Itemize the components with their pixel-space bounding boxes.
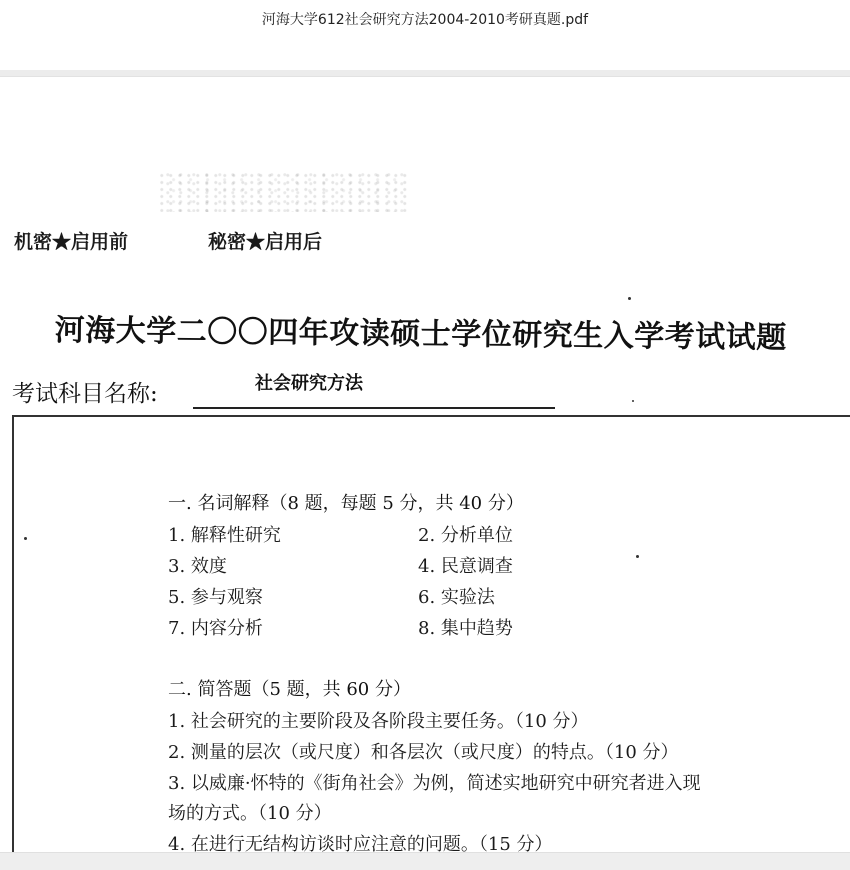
toolbar-divider <box>0 70 850 77</box>
section-title-short-answer: 二. 简答题（5 题，共 60 分） <box>168 679 411 700</box>
term-item: 1. 解释性研究 <box>168 525 281 546</box>
question-line: 3. 以威廉·怀特的《街角社会》为例，简述实地研究中研究者进入现 <box>168 773 701 794</box>
term-item: 2. 分析单位 <box>418 525 513 546</box>
subject-label: 考试科目名称: <box>12 381 158 407</box>
scan-noise <box>160 172 410 212</box>
document-title: 河海大学612社会研究方法2004-2010考研真题.pdf <box>261 12 589 28</box>
exam-title: 河海大学二〇〇四年攻读硕士学位研究生入学考试试题 <box>54 312 787 356</box>
term-item: 6. 实验法 <box>418 587 495 608</box>
subject-value: 社会研究方法 <box>255 373 363 394</box>
question-line: 2. 测量的层次（或尺度）和各层次（或尺度）的特点。（10 分） <box>168 742 679 763</box>
term-item: 3. 效度 <box>168 556 227 577</box>
bottom-scroll-area[interactable] <box>0 852 850 870</box>
section-title-definitions: 一. 名词解释（8 题，每题 5 分，共 40 分） <box>168 493 524 514</box>
subject-underline <box>193 407 555 409</box>
document-page-area[interactable] <box>0 77 850 852</box>
term-item: 4. 民意调查 <box>418 556 513 577</box>
question-line: 4. 在进行无结构访谈时应注意的问题。（15 分） <box>168 834 553 852</box>
confidential-before-label: 机密★启用前 <box>14 231 129 253</box>
question-line: 场的方式。（10 分） <box>168 803 332 824</box>
title-bar <box>0 0 850 70</box>
scanned-page <box>0 77 850 852</box>
confidential-after-label: 秘密★启用后 <box>208 231 323 253</box>
term-item: 7. 内容分析 <box>168 618 263 639</box>
term-item: 8. 集中趋势 <box>418 618 513 639</box>
scan-speck <box>628 297 631 300</box>
scan-speck <box>24 537 27 540</box>
scan-speck <box>636 555 639 558</box>
term-item: 5. 参与观察 <box>168 587 263 608</box>
question-line: 1. 社会研究的主要阶段及各阶段主要任务。（10 分） <box>168 711 589 732</box>
scan-speck <box>632 400 634 402</box>
